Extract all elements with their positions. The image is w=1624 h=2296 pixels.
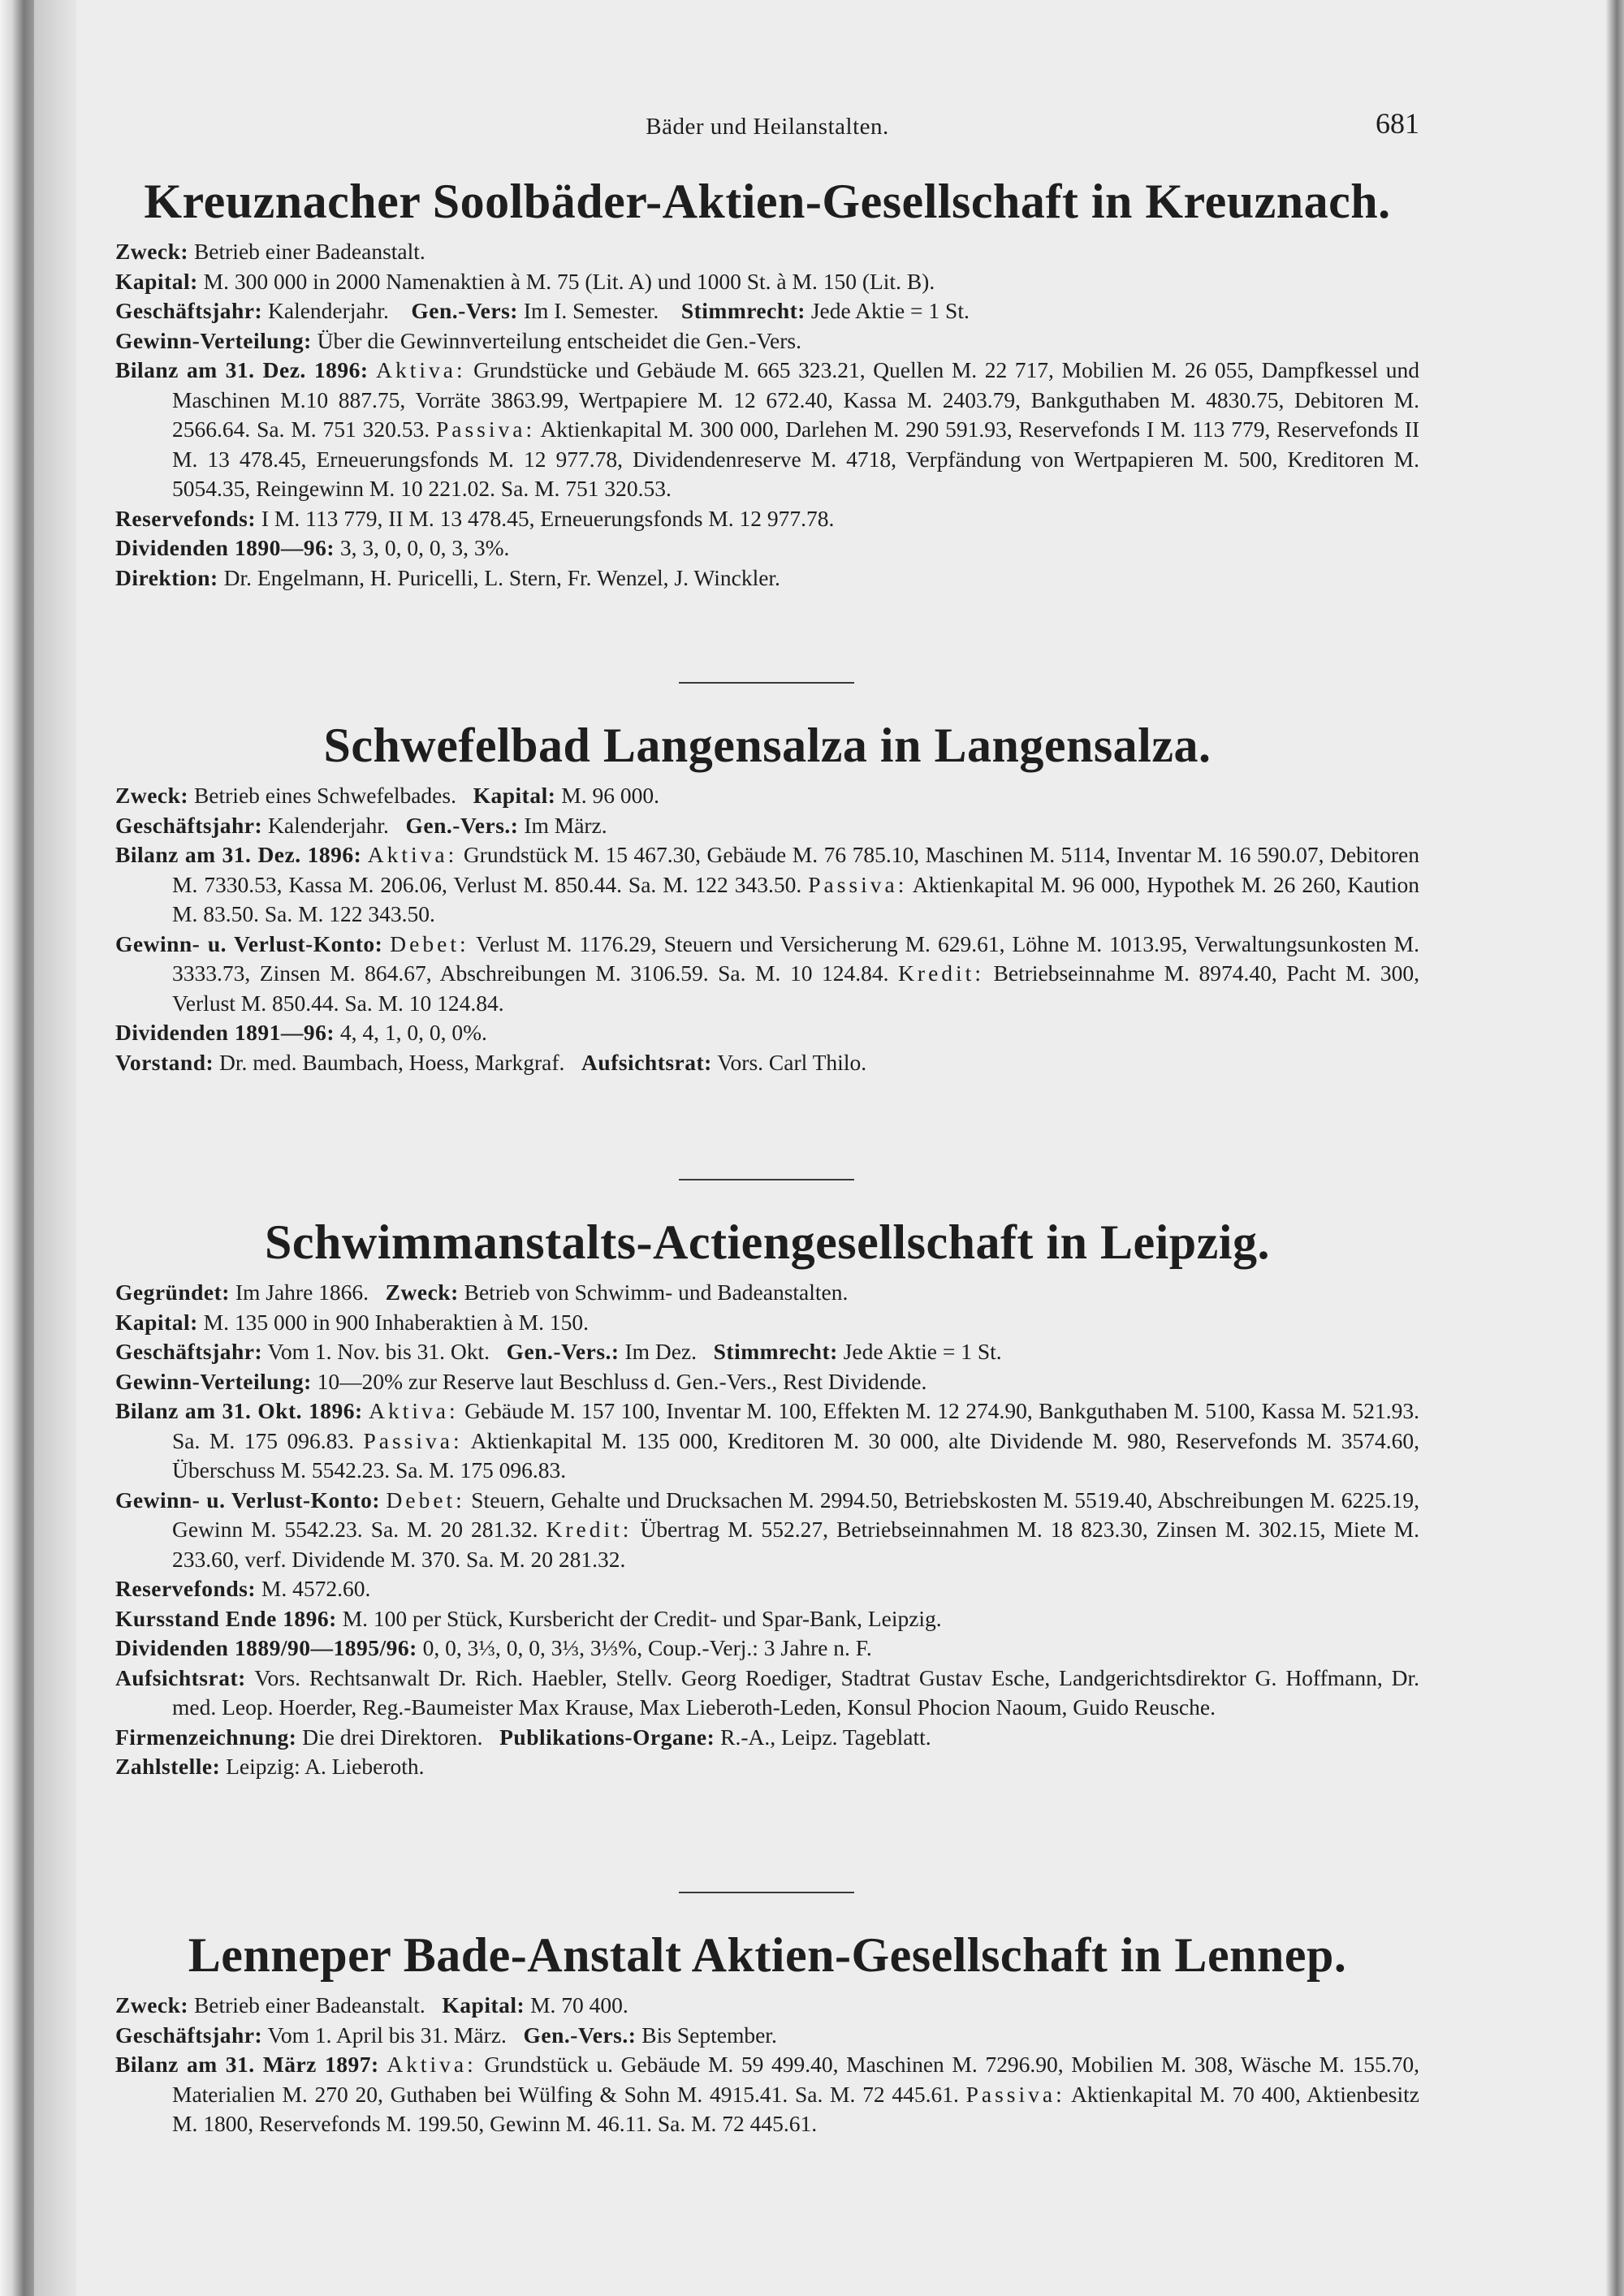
- bilanz-paragraph: Bilanz am 31. März 1897: Aktiva: Grundstück u. Gebäude M. 59 499.40, Maschinen M. 7296.90, Mobilien M. 308, Wäsche M. 155.70, Materialien M. 270 20, Guthaben bei Wülfing & Sohn M. 4915.41. Sa. M. 72 445.61. Passiva: Aktienkapital M. 70 400, Aktienbesitz M. 1800, Reservefonds M. 199.50, Gewinn M. 46.11. Sa. M. 72 445.61.: [115, 2052, 1419, 2136]
- vorstand-line: Vorstand: Dr. med. Baumbach, Hoess, Markgraf. Aufsichtsrat: Vors. Carl Thilo.: [115, 1049, 867, 1075]
- zahlstelle-line: Zahlstelle: Leipzig: A. Lieberoth.: [115, 1754, 425, 1779]
- section-divider: [679, 682, 854, 684]
- direktion-line: Direktion: Dr. Engelmann, H. Puricelli, L. Stern, Fr. Wenzel, J. Winckler.: [115, 564, 780, 590]
- dividenden-line: Dividenden 1889/90—1895/96: 0, 0, 3⅓, 0, 0, 3⅓, 3⅓%, Coup.-Verj.: 3 Jahre n. F.: [115, 1635, 872, 1660]
- dividenden-line: Dividenden 1890—96: 3, 3, 0, 0, 0, 3, 3%.: [115, 535, 510, 560]
- gewinn-verlust-paragraph: Gewinn- u. Verlust-Konto: Debet: Verlust M. 1176.29, Steuern und Versicherung M. 629.61, Löhne M. 1013.95, Verwaltungsunkosten M. 3333.73, Zinsen M. 864.67, Abschreibungen M. 3106.59. Sa. M. 10 124.84. Kredit: Betriebseinnahme M. 8974.40, Pacht M. 300, Verlust M. 850.44. Sa. M. 10 124.84.: [115, 930, 1419, 1016]
- entry-langensalza: [115, 716, 1419, 1077]
- geschaeftsjahr-line: Geschäftsjahr: Kalenderjahr. Gen.-Vers.: Im März.: [115, 812, 607, 838]
- gewinn-verteilung-line: Gewinn-Verteilung: Über die Gewinnverteilung entscheidet die Gen.-Vers.: [115, 327, 802, 353]
- geschaeftsjahr-line: Geschäftsjahr: Kalenderjahr. Gen.-Vers: Im I. Semester. Stimmrecht: Jede Aktie = 1 St.: [115, 298, 970, 323]
- geschaeftsjahr-line: Geschäftsjahr: Vom 1. April bis 31. März. Gen.-Vers.: Bis September.: [115, 2022, 777, 2048]
- gegruendet-line: Gegründet: Im Jahre 1866. Zweck: Betrieb von Schwimm- und Badeanstalten.: [115, 1280, 849, 1305]
- entry-leipzig: [115, 1213, 1419, 1782]
- company-title: Schwimmanstalts-Actiengesellschaft in Leipzig.: [265, 1215, 1270, 1269]
- zweck-line: Zweck: Betrieb einer Badeanstalt.: [115, 239, 425, 264]
- page-number: 681: [1376, 107, 1419, 140]
- book-gutter: [34, 0, 76, 2296]
- section-divider: [679, 1179, 854, 1180]
- entry-kreuznach: [115, 172, 1419, 593]
- kapital-line: Kapital: M. 135 000 in 900 Inhaberaktien à M. 150.: [115, 1309, 589, 1335]
- firmenzeichnung-line: Firmenzeichnung: Die drei Direktoren. Publikations-Organe: R.-A., Leipz. Tageblatt.: [115, 1724, 931, 1750]
- page-edge: [1606, 0, 1624, 2296]
- book-spine-shadow: [0, 0, 34, 2296]
- geschaeftsjahr-line: Geschäftsjahr: Vom 1. Nov. bis 31. Okt. Gen.-Vers.: Im Dez. Stimmrecht: Jede Aktie = 1 St.: [115, 1339, 1002, 1364]
- gewinn-verteilung-line: Gewinn-Verteilung: 10—20% zur Reserve laut Beschluss d. Gen.-Vers., Rest Dividende.: [115, 1368, 927, 1394]
- bilanz-paragraph: Bilanz am 31. Dez. 1896: Aktiva: Grundstück M. 15 467.30, Gebäude M. 76 785.10, Maschinen M. 5114, Inventar M. 16 590.07, Debitoren M. 7330.53, Kassa M. 206.06, Verlust M. 850.44. Sa. M. 122 343.50. Passiva: Aktienkapital M. 96 000, Hypothek M. 26 260, Kaution M. 83.50. Sa. M. 122 343.50.: [115, 842, 1420, 926]
- company-title: Schwefelbad Langensalza in Langensalza.: [323, 719, 1212, 772]
- company-title: Kreuznacher Soolbäder-Aktien-Gesellschaft in Kreuznach.: [144, 175, 1391, 228]
- bilanz-paragraph: Bilanz am 31. Dez. 1896: Aktiva: Grundstücke und Gebäude M. 665 323.21, Quellen M. 22 717, Mobilien M. 26 055, Dampfkessel und Maschinen M.10 887.75, Vorräte 3863.99, Wertpapiere M. 12 672.40, Kassa M. 2403.79, Bankguthaben M. 4830.75, Debitoren M. 2566.64. Sa. M. 751 320.53. Passiva: Aktienkapital M. 300 000, Darlehen M. 290 591.93, Reservefonds I M. 113 779, Reservefonds II M. 13 478.45, Erneuerungsfonds M. 12 977.78, Dividendenreserve M. 4718, Verpfändung von Wertpapieren M. 500, Kreditoren M. 5054.35, Reingewinn M. 10 221.02. Sa. M. 751 320.53.: [115, 357, 1420, 501]
- section-divider: [679, 1892, 854, 1893]
- running-title: Bäder und Heilanstalten.: [646, 114, 889, 140]
- running-head: [115, 107, 1419, 145]
- company-title: Lenneper Bade-Anstalt Aktien-Gesellschaft in Lennep.: [188, 1928, 1347, 1982]
- entry-lennep: [115, 1926, 1419, 2139]
- zweck-kapital-line: Zweck: Betrieb einer Badeanstalt. Kapital: M. 70 400.: [115, 1992, 628, 2018]
- kursstand-line: Kursstand Ende 1896: M. 100 per Stück, Kursbericht der Credit- und Spar-Bank, Leipzig.: [115, 1605, 942, 1631]
- aufsichtsrat-paragraph: Aufsichtsrat: Vors. Rechtsanwalt Dr. Rich. Haebler, Stellv. Georg Roediger, Stadtrat Gustav Esche, Landgerichtsdirektor G. Hoffmann, Dr. med. Leop. Hoerder, Reg.-Baumeister Max Krause, Max Lieberoth-Leden, Konsul Phocion Naoum, Guido Reusche.: [115, 1664, 1419, 1720]
- reservefonds-line: Reservefonds: M. 4572.60.: [115, 1576, 371, 1601]
- kapital-line: Kapital: M. 300 000 in 2000 Namenaktien à M. 75 (Lit. A) und 1000 St. à M. 150 (Lit. B).: [115, 268, 935, 294]
- dividenden-line: Dividenden 1891—96: 4, 4, 1, 0, 0, 0%.: [115, 1020, 487, 1045]
- gewinn-verlust-paragraph: Gewinn- u. Verlust-Konto: Debet: Steuern, Gehalte und Drucksachen M. 2994.50, Betriebskosten M. 5519.40, Abschreibungen M. 6225.19, Gewinn M. 5542.23. Sa. M. 20 281.32. Kredit: Übertrag M. 552.27, Betriebseinnahmen M. 18 823.30, Zinsen M. 302.15, Miete M. 233.60, verf. Dividende M. 370. Sa. M. 20 281.32.: [115, 1487, 1420, 1572]
- reservefonds-line: Reservefonds: I M. 113 779, II M. 13 478.45, Erneuerungsfonds M. 12 977.78.: [115, 505, 835, 531]
- zweck-kapital-line: Zweck: Betrieb eines Schwefelbades. Kapital: M. 96 000.: [115, 783, 659, 808]
- bilanz-paragraph: Bilanz am 31. Okt. 1896: Aktiva: Gebäude M. 157 100, Inventar M. 100, Effekten M. 12 274.90, Bankguthaben M. 5100, Kassa M. 521.93. Sa. M. 175 096.83. Passiva: Aktienkapital M. 135 000, Kreditoren M. 30 000, alte Dividende M. 980, Reservefonds M. 3574.60, Überschuss M. 5542.23. Sa. M. 175 096.83.: [115, 1398, 1420, 1482]
